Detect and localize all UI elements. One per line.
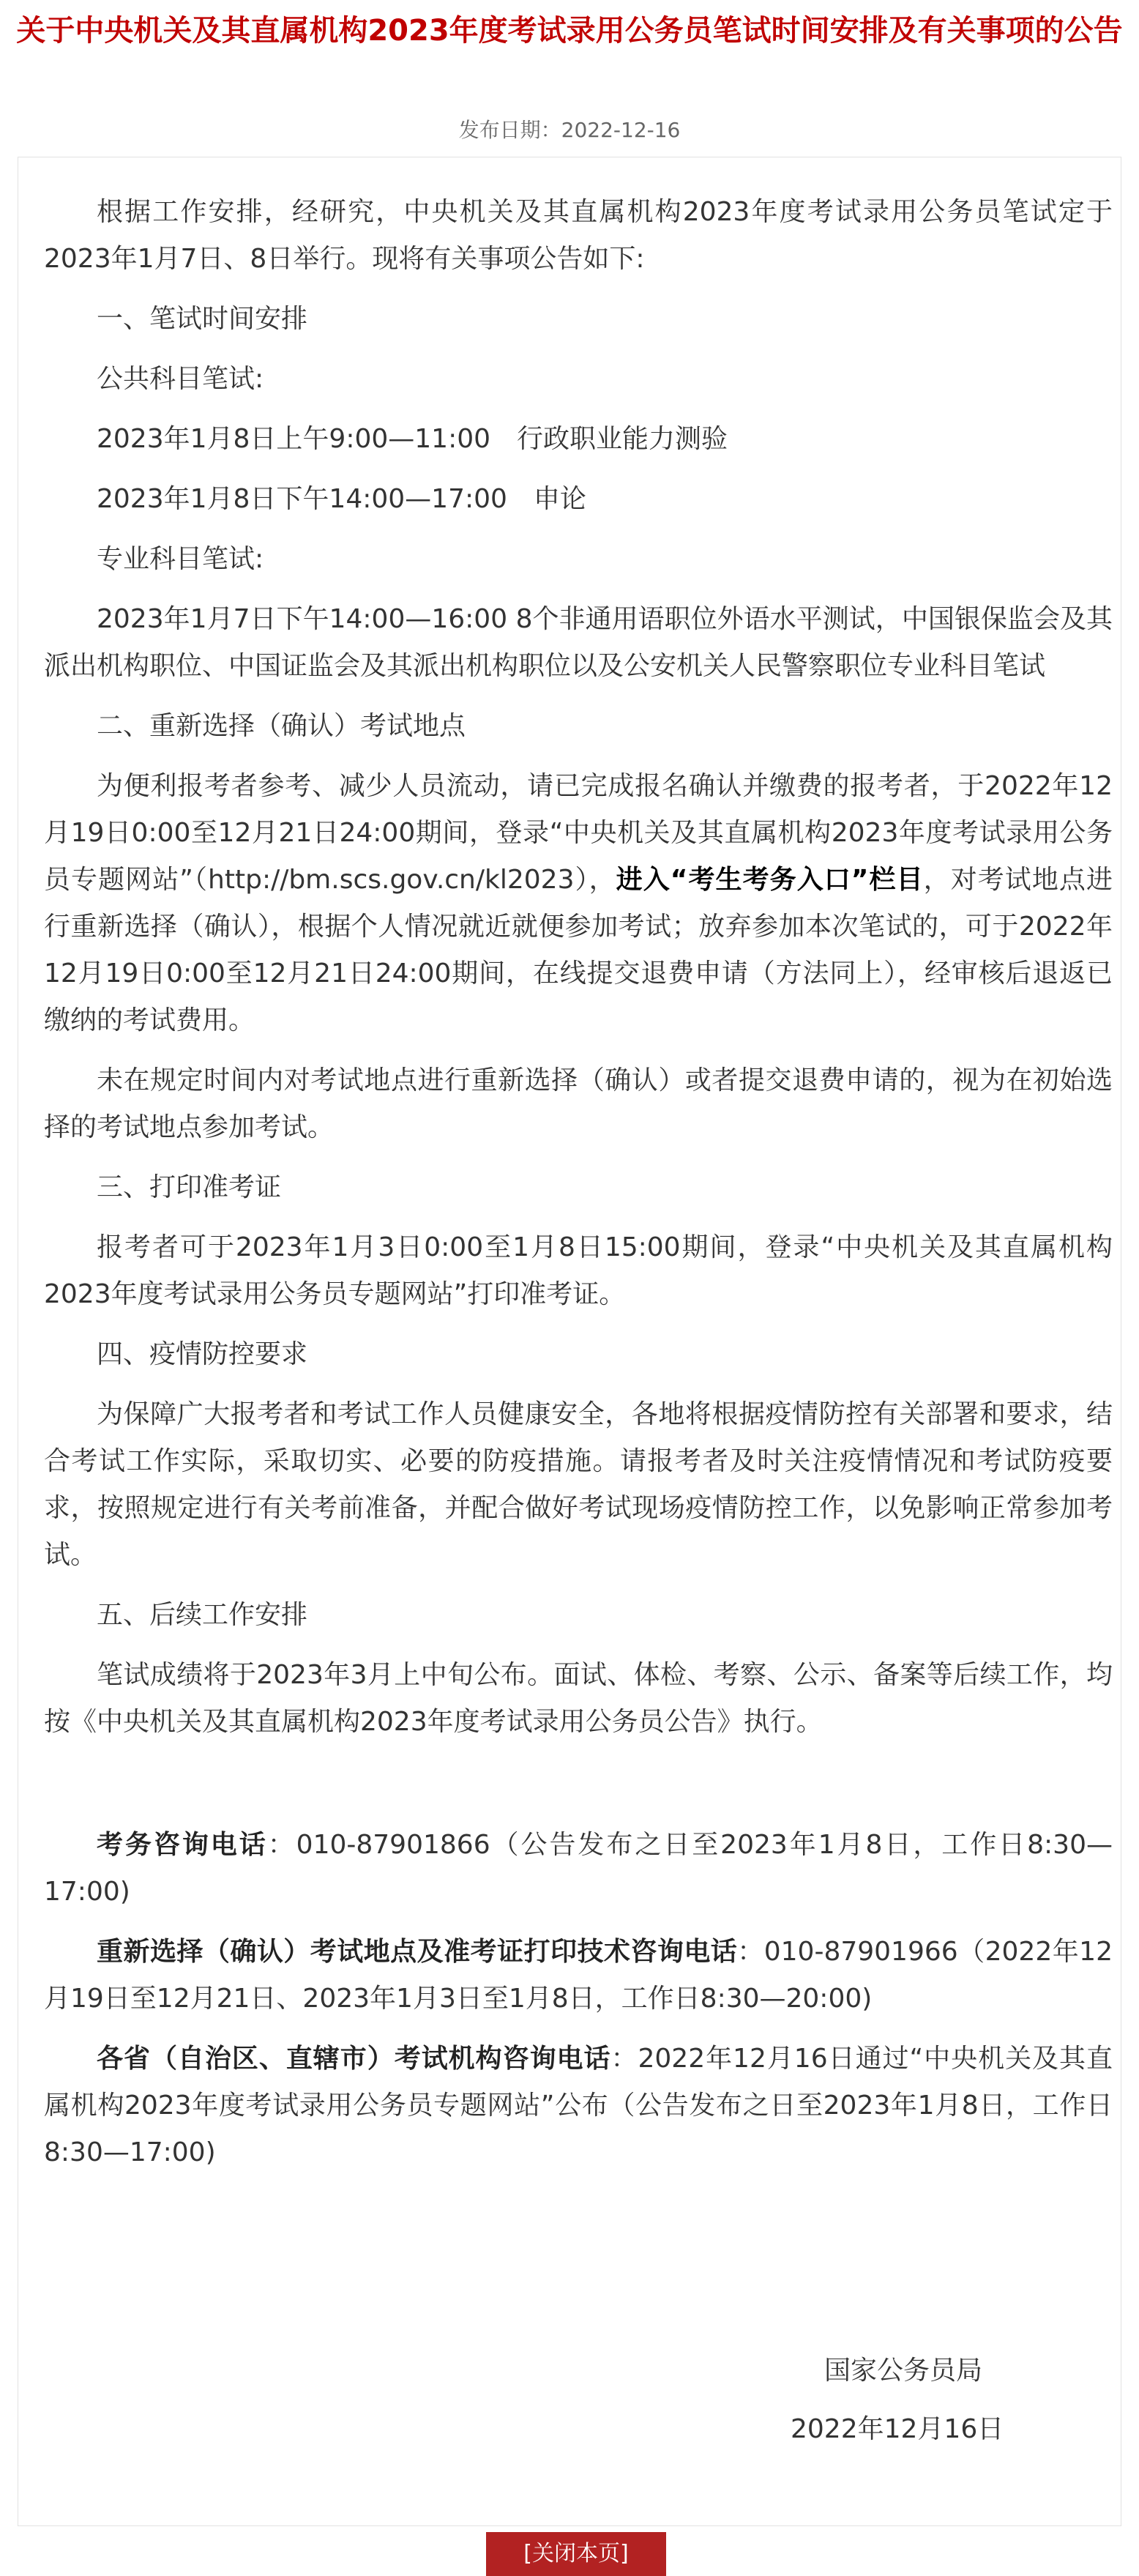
publish-date-label: 发布日期：: [458, 118, 561, 142]
page-title: 关于中央机关及其直属机构2023年度考试录用公务员笔试时间安排及有关事项的公告: [16, 14, 1123, 48]
epidemic-paragraph: 为保障广大报考者和考试工作人员健康安全，各地将根据疫情防控有关部署和要求，结合考试工作实际，采取切实、必要的防疫措施。请报考者及时关注疫情情况和考试防疫要求，按照规定进行有关考前准备，并配合做好考试现场疫情防控工作，以免影响正常参加考试。: [44, 1399, 1113, 1570]
public-subject-item: 2023年1月8日上午9:00—11:00 行政职业能力测验: [97, 424, 728, 454]
article-body: [44, 189, 1113, 2189]
contact-label: 考务咨询电话: [97, 1830, 268, 1860]
special-subject-item: 2023年1月7日下午14:00—16:00 8个非通用语职位外语水平测试，中国银保监会及其派出机构职位、中国证监会及其派出机构职位以及公安机关人民警察职位专业科目笔试: [44, 604, 1113, 681]
contact-exam-affairs: [44, 1822, 1113, 1916]
default-location-paragraph: 未在规定时间内对考试地点进行重新选择（确认）或者提交退费申请的，视为在初始选择的考试地点参加考试。: [44, 1065, 1113, 1142]
contact-label: 各省（自治区、直辖市）考试机构咨询电话: [97, 2044, 611, 2074]
publish-date: [0, 117, 1139, 144]
exam-portal-entry: 进入“考生考务入口”栏目: [616, 865, 924, 895]
public-subject-item: 2023年1月8日下午14:00—17:00 申论: [97, 484, 586, 514]
location-paragraph: [44, 763, 1113, 1044]
special-subject-label: 专业科目笔试:: [97, 544, 264, 574]
followup-paragraph: 笔试成绩将于2023年3月上中旬公布。面试、体检、考察、公示、备案等后续工作，均按《中央机关及其直属机构2023年度考试录用公务员公告》执行。: [44, 1660, 1113, 1737]
location-text-b: ，对考试地点进行重新选择（确认），根据个人情况就近就便参加考试；放弃参加本次笔试的，可于2022年12月19日0:00至12月21日24:00期间，在线提交退费申请（方法同上），经审核后退返已缴纳的考试费用。: [44, 865, 1113, 1035]
section-heading-admission: 三、打印准考证: [97, 1172, 282, 1202]
contact-provincial: [44, 2036, 1113, 2176]
section-heading-epidemic: 四、疫情防控要求: [97, 1339, 308, 1369]
contact-label: 重新选择（确认）考试地点及准考证打印技术咨询电话: [97, 1937, 738, 1967]
section-heading-schedule: 一、笔试时间安排: [97, 304, 308, 334]
section-heading-followup: 五、后续工作安排: [97, 1600, 308, 1630]
contact-text: ：010-87901966（2022年12月19日至12月21日、2023年1月3日至1月8日，工作日8:30—20:00): [44, 1937, 1113, 2014]
contact-text: ：010-87901866（公告发布之日至2023年1月8日，工作日8:30—17:00): [44, 1830, 1113, 1907]
publish-date-value: 2022-12-16: [561, 118, 681, 142]
admission-paragraph: 报考者可于2023年1月3日0:00至1月8日15:00期间，登录“中央机关及其直属机构2023年度考试录用公务员专题网站”打印准考证。: [44, 1232, 1113, 1309]
contact-tech-support: [44, 1929, 1113, 2022]
public-subject-label: 公共科目笔试:: [97, 364, 264, 394]
section-heading-location: 二、重新选择（确认）考试地点: [97, 711, 466, 741]
close-page-button[interactable]: [关闭本页]: [486, 2532, 666, 2576]
location-text-a: 为便利报考者参考、减少人员流动，请已完成报名确认并缴费的报考者，于2022年12月19日0:00至12月21日24:00期间，登录“中央机关及其直属机构2023年度考试录用公务员专题网站”（http://bm.scs.gov.cn/kl2023），: [44, 771, 1113, 895]
signature-block: [791, 2342, 1083, 2459]
contact-text: ：2022年12月16日通过“中央机关及其直属机构2023年度考试录用公务员专题网站”公布（公告发布之日至2023年1月8日，工作日8:30—17:00): [44, 2044, 1113, 2167]
intro-paragraph: 根据工作安排，经研究，中央机关及其直属机构2023年度考试录用公务员笔试定于2023年1月7日、8日举行。现将有关事项公告如下:: [44, 197, 1113, 274]
signature-date: 2022年12月16日: [791, 2414, 1004, 2444]
signature-org: 国家公务员局: [824, 2356, 983, 2386]
